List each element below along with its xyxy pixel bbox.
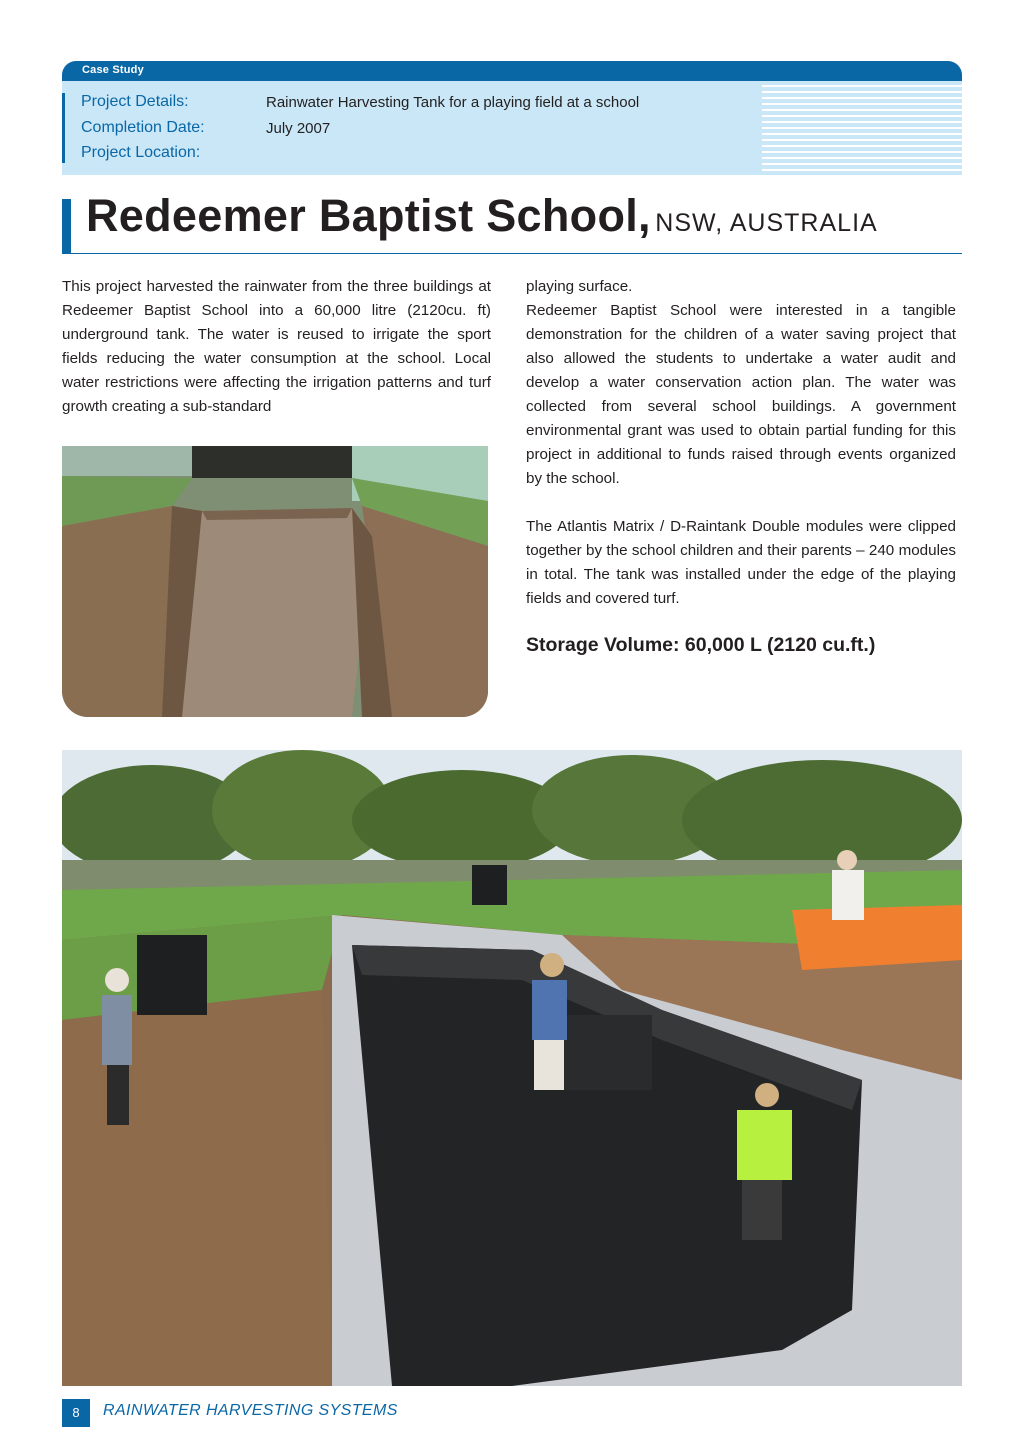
details-left-rule <box>62 93 65 163</box>
right-paragraph-3: The Atlantis Matrix / D-Raintank Double modules were clipped together by the school children and their parents – 240 modules in total. The tank was installed under the edge of the playing fields and covered turf. <box>526 518 956 607</box>
installation-photo-image <box>62 750 962 1386</box>
left-paragraph: This project harvested the rainwater from the three buildings at Redeemer Baptist School into a 60,000 litre (2120cu. ft) underground tank. The water is reused to irrigate the sport fields reducing the water consumption at the school. Local water restrictions were affecting the irrigation patterns and turf growth creating a sub-standard <box>62 278 491 415</box>
title-underline <box>62 253 962 254</box>
storage-volume: Storage Volume: 60,000 L (2120 cu.ft.) <box>526 634 876 656</box>
page-title <box>86 190 878 242</box>
excavation-photo <box>62 446 488 717</box>
publication-title: RAINWATER HARVESTING SYSTEMS <box>103 1402 398 1419</box>
completion-date-value: July 2007 <box>266 120 331 137</box>
installation-photo <box>62 750 962 1386</box>
title-accent-bar <box>62 199 71 254</box>
case-study-header-bar <box>62 61 962 81</box>
decorative-stripes <box>762 81 962 175</box>
paragraph-gap <box>526 491 956 515</box>
page-number: 8 <box>62 1399 90 1427</box>
right-paragraph-1: playing surface. <box>526 278 633 295</box>
right-paragraph-2: Redeemer Baptist School were interested in a tangible demonstration for the children of a water saving project that also allowed the students to undertake a water audit and develop a water conservation action plan. The water was collected from several school buildings. A government environmental grant was used to obtain partial funding for this project in additional to funds raised through events organized by the school. <box>526 302 956 487</box>
title-main: Redeemer Baptist School, <box>86 190 651 241</box>
project-location-label: Project Location: <box>81 144 201 161</box>
body-column-left <box>62 275 491 419</box>
excavation-photo-image <box>62 446 488 717</box>
project-details-label: Project Details: <box>81 93 189 110</box>
title-location: NSW, AUSTRALIA <box>655 209 878 237</box>
section-label: Case Study <box>82 64 144 76</box>
project-details-value: Rainwater Harvesting Tank for a playing field at a school <box>266 94 640 111</box>
body-column-right <box>526 275 956 611</box>
completion-date-label: Completion Date: <box>81 119 205 136</box>
